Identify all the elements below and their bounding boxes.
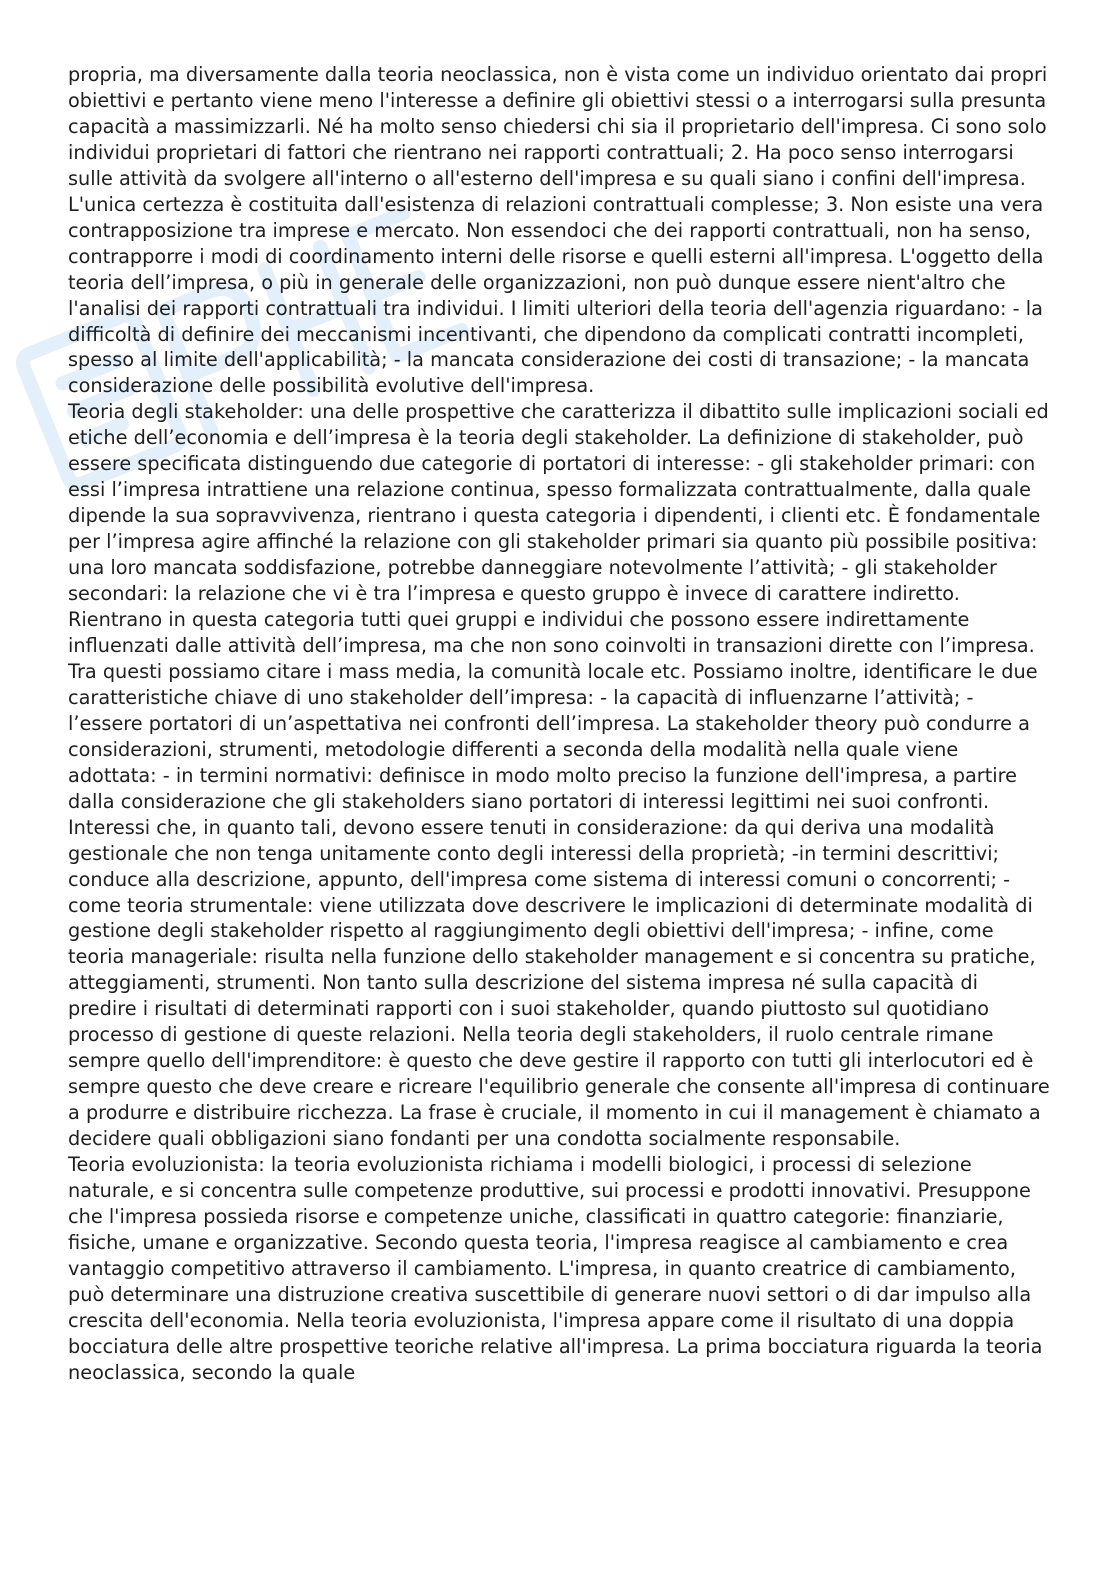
paragraph-stakeholder-theory: Teoria degli stakeholder: una delle prospettive che caratterizza il dibattito sulle implicazioni sociali ed etiche dell’economia e dell’impresa è la teoria degli stakeholder. La definizione di stakeholder, può essere specificata distinguendo due categorie di portatori di interesse: - gli stakeholder primari: con essi l’impresa intrattiene una relazione continua, spesso formalizzata contrattualmente, dalla quale dipende la sua sopravvivenza, rientrano i questa categoria i dipendenti, i clienti etc. È fondamentale per l’impresa agire affinché la relazione con gli stakeholder primari sia quanto più possibile positiva: una loro mancata soddisfazione, potrebbe danneggiare notevolmente l’attività; - gli stakeholder secondari: la relazione che vi è tra l’impresa e questo gruppo è invece di carattere indiretto. Rientrano in questa categoria tutti quei gruppi e individui che possono essere indirettamente influenzati dalle attività dell’impresa, ma che non sono coinvolti in transazioni dirette con l’impresa. Tra questi possiamo citare i mass media, la comunità locale etc. Possiamo inoltre, identificare le due caratteristiche chiave di uno stakeholder dell’impresa: - la capacità di influenzarne l’attività; - l’essere portatori di un’aspettativa nei confronti dell’impresa. La stakeholder theory può condurre a considerazioni, strumenti, metodologie differenti a seconda della modalità nella quale viene adottata: - in termini normativi: definisce in modo molto preciso la funzione dell'impresa, a partire dalla considerazione che gli stakeholders siano portatori di interessi legittimi nei suoi confronti. Interessi che, in quanto tali, devono essere tenuti in considerazione: da qui deriva una modalità gestionale che non tenga unitamente conto degli interessi della proprietà; -in termini descrittivi; conduce alla descrizione, appunto, dell'impresa come sistema di interessi comuni o concorrenti; - come teoria strumentale: viene utilizzata dove descrivere le implicazioni di determinate modalità di gestione degli stakeholder rispetto al raggiungimento degli obiettivi dell'impresa; - infine, come teoria manageriale: risulta nella funzione dello stakeholder management e si concentra su pratiche, atteggiamenti, strumenti. Non tanto sulla descrizione del sistema impresa né sulla capacità di predire i risultati di determinati rapporti con i suoi stakeholder, quando piuttosto sul quotidiano processo di gestione di queste relazioni. Nella teoria degli stakeholders, il ruolo centrale rimane sempre quello dell'imprenditore: è questo che deve gestire il rapporto con tutti gli interlocutori ed è sempre questo che deve creare e ricreare l'equilibrio generale che consente all'impresa di continuare a produrre e distribuire ricchezza. La frase è cruciale, il momento in cui il management è chiamato a decidere quali obbligazioni siano fondanti per una condotta socialmente responsabile. — [68, 400, 1050, 1151]
paragraph-agency-theory: propria, ma diversamente dalla teoria neoclassica, non è vista come un individuo orientato dai propri obiettivi e pertanto viene meno l'interesse a definire gli obiettivi stessi o a interrogarsi sulla presunta capacità a massimizzarli. Né ha molto senso chiedersi chi sia il proprietario dell'impresa. Ci sono solo individui proprietari di fattori che rientrano nei rapporti contrattuali; 2. Ha poco senso interrogarsi sulle attività da svolgere all'interno o all'esterno dell'impresa e su quali siano i confini dell'impresa. L'unica certezza è costituita dall'esistenza di relazioni contrattuali complesse; 3. Non esiste una vera contrapposizione tra imprese e mercato. Non essendoci che dei rapporti contrattuali, non ha senso, contrapporre i modi di coordinamento interni delle risorse e quelli esterni all'impresa. L'oggetto della teoria dell’impresa, o più in generale delle organizzazioni, non può dunque essere nient'altro che l'analisi dei rapporti contrattuali tra individui. I limiti ulteriori della teoria dell'agenzia riguardano: - la difficoltà di definire dei meccanismi incentivanti, che dipendono da complicati contratti incompleti, spesso al limite dell'applicabilità; - la mancata considerazione dei costi di transazione; - la mancata considerazione delle possibilità evolutive dell'impresa. — [68, 63, 1048, 398]
paragraph-evolutionary-theory: Teoria evoluzionista: la teoria evoluzionista richiama i modelli biologici, i processi di selezione naturale, e si concentra sulle competenze produttive, sui processi e prodotti innovativi. Presuppone che l'impresa possieda risorse e competenze uniche, classificati in quattro categorie: finanziarie, fisiche, umane e organizzative. Secondo questa teoria, l'impresa reagisce al cambiamento e crea vantaggio competitivo attraverso il cambiamento. L'impresa, in quanto creatrice di cambiamento, può determinare una distruzione creativa suscettibile di generare nuovi settori o di dar impulso alla crescita dell'economia. Nella teoria evoluzionista, l'impresa appare come il risultato di una doppia bocciatura delle altre prospettive teoriche relative all'impresa. La prima bocciatura riguarda la teoria neoclassica, secondo la quale — [68, 1153, 1043, 1384]
document-body — [68, 62, 1052, 1386]
